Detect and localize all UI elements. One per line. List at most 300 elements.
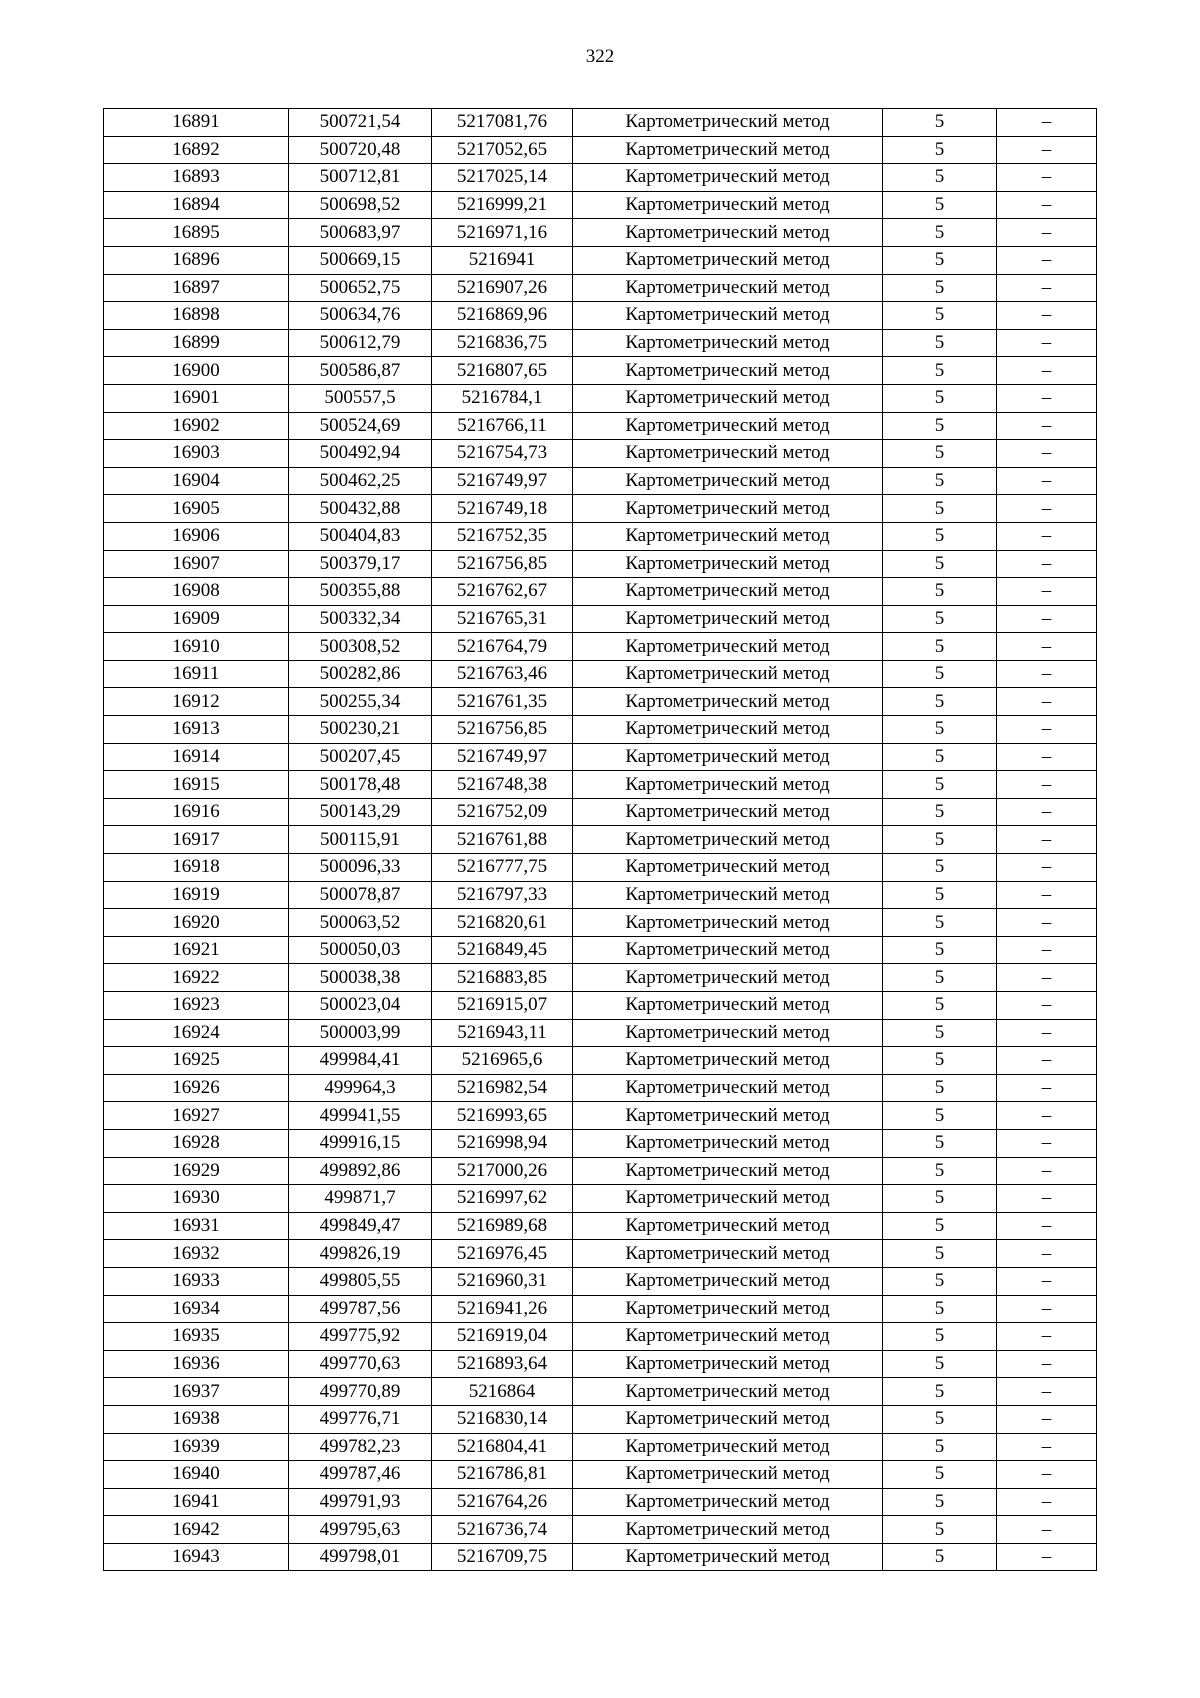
point-number-cell: 16933: [104, 1267, 289, 1295]
method-cell: Картометрический метод: [573, 1019, 883, 1047]
accuracy-cell: 5: [883, 826, 997, 854]
point-number-cell: 16912: [104, 688, 289, 716]
point-number-cell: 16900: [104, 357, 289, 385]
coordinates-table: [103, 108, 1097, 1571]
accuracy-cell: 5: [883, 936, 997, 964]
x-coordinate-cell: 500308,52: [289, 633, 432, 661]
point-number-cell: 16928: [104, 1129, 289, 1157]
table-row: [104, 909, 1097, 937]
table-row: [104, 329, 1097, 357]
method-cell: Картометрический метод: [573, 357, 883, 385]
method-cell: Картометрический метод: [573, 992, 883, 1020]
y-coordinate-cell: 5217052,65: [432, 136, 573, 164]
method-cell: Картометрический метод: [573, 1212, 883, 1240]
point-number-cell: 16913: [104, 716, 289, 744]
point-number-cell: 16907: [104, 550, 289, 578]
method-cell: Картометрический метод: [573, 1405, 883, 1433]
x-coordinate-cell: 499849,47: [289, 1212, 432, 1240]
y-coordinate-cell: 5216709,75: [432, 1543, 573, 1571]
accuracy-cell: 5: [883, 219, 997, 247]
x-coordinate-cell: 499770,63: [289, 1350, 432, 1378]
note-cell: –: [997, 412, 1097, 440]
note-cell: –: [997, 1212, 1097, 1240]
table-row: [104, 605, 1097, 633]
accuracy-cell: 5: [883, 274, 997, 302]
y-coordinate-cell: 5216993,65: [432, 1102, 573, 1130]
y-coordinate-cell: 5216761,88: [432, 826, 573, 854]
point-number-cell: 16930: [104, 1185, 289, 1213]
table-row: [104, 1433, 1097, 1461]
accuracy-cell: 5: [883, 1516, 997, 1544]
method-cell: Картометрический метод: [573, 660, 883, 688]
y-coordinate-cell: 5216756,85: [432, 550, 573, 578]
y-coordinate-cell: 5216786,81: [432, 1461, 573, 1489]
x-coordinate-cell: 500050,03: [289, 936, 432, 964]
table-row: [104, 357, 1097, 385]
x-coordinate-cell: 500023,04: [289, 992, 432, 1020]
accuracy-cell: 5: [883, 1102, 997, 1130]
x-coordinate-cell: 500683,97: [289, 219, 432, 247]
x-coordinate-cell: 499776,71: [289, 1405, 432, 1433]
note-cell: –: [997, 302, 1097, 330]
note-cell: –: [997, 246, 1097, 274]
method-cell: Картометрический метод: [573, 964, 883, 992]
accuracy-cell: 5: [883, 412, 997, 440]
accuracy-cell: 5: [883, 384, 997, 412]
method-cell: Картометрический метод: [573, 1543, 883, 1571]
y-coordinate-cell: 5216754,73: [432, 440, 573, 468]
accuracy-cell: 5: [883, 688, 997, 716]
x-coordinate-cell: 499964,3: [289, 1074, 432, 1102]
method-cell: Картометрический метод: [573, 578, 883, 606]
point-number-cell: 16927: [104, 1102, 289, 1130]
point-number-cell: 16902: [104, 412, 289, 440]
accuracy-cell: 5: [883, 1323, 997, 1351]
x-coordinate-cell: 500178,48: [289, 771, 432, 799]
x-coordinate-cell: 499782,23: [289, 1433, 432, 1461]
method-cell: Картометрический метод: [573, 440, 883, 468]
method-cell: Картометрический метод: [573, 109, 883, 137]
point-number-cell: 16896: [104, 246, 289, 274]
accuracy-cell: 5: [883, 771, 997, 799]
x-coordinate-cell: 499787,46: [289, 1461, 432, 1489]
table-row: [104, 1129, 1097, 1157]
y-coordinate-cell: 5216762,67: [432, 578, 573, 606]
accuracy-cell: 5: [883, 1267, 997, 1295]
table-row: [104, 1350, 1097, 1378]
accuracy-cell: 5: [883, 164, 997, 192]
y-coordinate-cell: 5217025,14: [432, 164, 573, 192]
note-cell: –: [997, 909, 1097, 937]
y-coordinate-cell: 5217081,76: [432, 109, 573, 137]
table-row: [104, 550, 1097, 578]
accuracy-cell: 5: [883, 1240, 997, 1268]
method-cell: Картометрический метод: [573, 1047, 883, 1075]
point-number-cell: 16894: [104, 191, 289, 219]
y-coordinate-cell: 5216907,26: [432, 274, 573, 302]
table-row: [104, 1405, 1097, 1433]
point-number-cell: 16932: [104, 1240, 289, 1268]
method-cell: Картометрический метод: [573, 1461, 883, 1489]
note-cell: –: [997, 1157, 1097, 1185]
point-number-cell: 16935: [104, 1323, 289, 1351]
note-cell: –: [997, 109, 1097, 137]
y-coordinate-cell: 5216764,26: [432, 1488, 573, 1516]
accuracy-cell: 5: [883, 1405, 997, 1433]
method-cell: Картометрический метод: [573, 412, 883, 440]
table-row: [104, 1295, 1097, 1323]
method-cell: Картометрический метод: [573, 1240, 883, 1268]
x-coordinate-cell: 500432,88: [289, 495, 432, 523]
y-coordinate-cell: 5216764,79: [432, 633, 573, 661]
accuracy-cell: 5: [883, 1129, 997, 1157]
method-cell: Картометрический метод: [573, 605, 883, 633]
note-cell: –: [997, 605, 1097, 633]
note-cell: –: [997, 688, 1097, 716]
method-cell: Картометрический метод: [573, 1350, 883, 1378]
note-cell: –: [997, 1185, 1097, 1213]
accuracy-cell: 5: [883, 716, 997, 744]
accuracy-cell: 5: [883, 854, 997, 882]
y-coordinate-cell: 5216915,07: [432, 992, 573, 1020]
y-coordinate-cell: 5216765,31: [432, 605, 573, 633]
note-cell: –: [997, 357, 1097, 385]
x-coordinate-cell: 500255,34: [289, 688, 432, 716]
method-cell: Картометрический метод: [573, 798, 883, 826]
accuracy-cell: 5: [883, 1074, 997, 1102]
note-cell: –: [997, 1461, 1097, 1489]
accuracy-cell: 5: [883, 329, 997, 357]
table-row: [104, 1102, 1097, 1130]
method-cell: Картометрический метод: [573, 826, 883, 854]
note-cell: –: [997, 854, 1097, 882]
method-cell: Картометрический метод: [573, 1074, 883, 1102]
point-number-cell: 16922: [104, 964, 289, 992]
note-cell: –: [997, 495, 1097, 523]
x-coordinate-cell: 500003,99: [289, 1019, 432, 1047]
table-row: [104, 1019, 1097, 1047]
point-number-cell: 16908: [104, 578, 289, 606]
x-coordinate-cell: 500230,21: [289, 716, 432, 744]
x-coordinate-cell: 500096,33: [289, 854, 432, 882]
x-coordinate-cell: 500721,54: [289, 109, 432, 137]
table-row: [104, 964, 1097, 992]
method-cell: Картометрический метод: [573, 1488, 883, 1516]
method-cell: Картометрический метод: [573, 136, 883, 164]
x-coordinate-cell: 499787,56: [289, 1295, 432, 1323]
point-number-cell: 16898: [104, 302, 289, 330]
method-cell: Картометрический метод: [573, 743, 883, 771]
y-coordinate-cell: 5216943,11: [432, 1019, 573, 1047]
method-cell: Картометрический метод: [573, 1267, 883, 1295]
note-cell: –: [997, 191, 1097, 219]
accuracy-cell: 5: [883, 798, 997, 826]
point-number-cell: 16910: [104, 633, 289, 661]
table-row: [104, 302, 1097, 330]
point-number-cell: 16916: [104, 798, 289, 826]
x-coordinate-cell: 500404,83: [289, 522, 432, 550]
point-number-cell: 16895: [104, 219, 289, 247]
table-row: [104, 136, 1097, 164]
accuracy-cell: 5: [883, 1157, 997, 1185]
accuracy-cell: 5: [883, 1433, 997, 1461]
point-number-cell: 16942: [104, 1516, 289, 1544]
note-cell: –: [997, 743, 1097, 771]
point-number-cell: 16931: [104, 1212, 289, 1240]
note-cell: –: [997, 1047, 1097, 1075]
table-row: [104, 440, 1097, 468]
point-number-cell: 16918: [104, 854, 289, 882]
table-row: [104, 495, 1097, 523]
method-cell: Картометрический метод: [573, 936, 883, 964]
y-coordinate-cell: 5216893,64: [432, 1350, 573, 1378]
table-row: [104, 1212, 1097, 1240]
accuracy-cell: 5: [883, 302, 997, 330]
point-number-cell: 16924: [104, 1019, 289, 1047]
x-coordinate-cell: 500557,5: [289, 384, 432, 412]
note-cell: –: [997, 660, 1097, 688]
method-cell: Картометрический метод: [573, 633, 883, 661]
x-coordinate-cell: 499941,55: [289, 1102, 432, 1130]
point-number-cell: 16914: [104, 743, 289, 771]
y-coordinate-cell: 5216749,97: [432, 467, 573, 495]
note-cell: –: [997, 936, 1097, 964]
y-coordinate-cell: 5216761,35: [432, 688, 573, 716]
note-cell: –: [997, 881, 1097, 909]
method-cell: Картометрический метод: [573, 881, 883, 909]
method-cell: Картометрический метод: [573, 1516, 883, 1544]
note-cell: –: [997, 550, 1097, 578]
accuracy-cell: 5: [883, 578, 997, 606]
x-coordinate-cell: 499826,19: [289, 1240, 432, 1268]
point-number-cell: 16937: [104, 1378, 289, 1406]
y-coordinate-cell: 5216830,14: [432, 1405, 573, 1433]
y-coordinate-cell: 5216982,54: [432, 1074, 573, 1102]
table-row: [104, 1323, 1097, 1351]
accuracy-cell: 5: [883, 1543, 997, 1571]
y-coordinate-cell: 5216971,16: [432, 219, 573, 247]
method-cell: Картометрический метод: [573, 246, 883, 274]
table-row: [104, 246, 1097, 274]
table-row: [104, 1267, 1097, 1295]
note-cell: –: [997, 1102, 1097, 1130]
x-coordinate-cell: 500355,88: [289, 578, 432, 606]
x-coordinate-cell: 500207,45: [289, 743, 432, 771]
y-coordinate-cell: 5216749,18: [432, 495, 573, 523]
method-cell: Картометрический метод: [573, 771, 883, 799]
x-coordinate-cell: 499798,01: [289, 1543, 432, 1571]
accuracy-cell: 5: [883, 881, 997, 909]
accuracy-cell: 5: [883, 633, 997, 661]
y-coordinate-cell: 5216864: [432, 1378, 573, 1406]
note-cell: –: [997, 992, 1097, 1020]
x-coordinate-cell: 500720,48: [289, 136, 432, 164]
note-cell: –: [997, 1074, 1097, 1102]
y-coordinate-cell: 5216849,45: [432, 936, 573, 964]
point-number-cell: 16929: [104, 1157, 289, 1185]
table-row: [104, 1516, 1097, 1544]
point-number-cell: 16926: [104, 1074, 289, 1102]
y-coordinate-cell: 5216998,94: [432, 1129, 573, 1157]
note-cell: –: [997, 771, 1097, 799]
accuracy-cell: 5: [883, 1378, 997, 1406]
x-coordinate-cell: 500038,38: [289, 964, 432, 992]
x-coordinate-cell: 500612,79: [289, 329, 432, 357]
table-row: [104, 384, 1097, 412]
x-coordinate-cell: 500379,17: [289, 550, 432, 578]
accuracy-cell: 5: [883, 495, 997, 523]
y-coordinate-cell: 5216784,1: [432, 384, 573, 412]
table-row: [104, 798, 1097, 826]
x-coordinate-cell: 500492,94: [289, 440, 432, 468]
note-cell: –: [997, 1433, 1097, 1461]
note-cell: –: [997, 329, 1097, 357]
x-coordinate-cell: 500115,91: [289, 826, 432, 854]
point-number-cell: 16905: [104, 495, 289, 523]
note-cell: –: [997, 467, 1097, 495]
table-row: [104, 854, 1097, 882]
accuracy-cell: 5: [883, 109, 997, 137]
point-number-cell: 16892: [104, 136, 289, 164]
accuracy-cell: 5: [883, 440, 997, 468]
y-coordinate-cell: 5216797,33: [432, 881, 573, 909]
point-number-cell: 16923: [104, 992, 289, 1020]
note-cell: –: [997, 826, 1097, 854]
x-coordinate-cell: 499770,89: [289, 1378, 432, 1406]
method-cell: Картометрический метод: [573, 909, 883, 937]
method-cell: Картометрический метод: [573, 302, 883, 330]
note-cell: –: [997, 522, 1097, 550]
table-row: [104, 1185, 1097, 1213]
table-row: [104, 826, 1097, 854]
y-coordinate-cell: 5216763,46: [432, 660, 573, 688]
accuracy-cell: 5: [883, 1185, 997, 1213]
x-coordinate-cell: 500698,52: [289, 191, 432, 219]
table-row: [104, 274, 1097, 302]
note-cell: –: [997, 1516, 1097, 1544]
y-coordinate-cell: 5216756,85: [432, 716, 573, 744]
note-cell: –: [997, 274, 1097, 302]
y-coordinate-cell: 5216999,21: [432, 191, 573, 219]
y-coordinate-cell: 5216869,96: [432, 302, 573, 330]
method-cell: Картометрический метод: [573, 1129, 883, 1157]
point-number-cell: 16915: [104, 771, 289, 799]
method-cell: Картометрический метод: [573, 384, 883, 412]
accuracy-cell: 5: [883, 1461, 997, 1489]
accuracy-cell: 5: [883, 1019, 997, 1047]
accuracy-cell: 5: [883, 743, 997, 771]
y-coordinate-cell: 5216997,62: [432, 1185, 573, 1213]
method-cell: Картометрический метод: [573, 522, 883, 550]
y-coordinate-cell: 5216883,85: [432, 964, 573, 992]
x-coordinate-cell: 500652,75: [289, 274, 432, 302]
x-coordinate-cell: 500712,81: [289, 164, 432, 192]
method-cell: Картометрический метод: [573, 191, 883, 219]
table-row: [104, 467, 1097, 495]
y-coordinate-cell: 5216752,09: [432, 798, 573, 826]
y-coordinate-cell: 5216941,26: [432, 1295, 573, 1323]
point-number-cell: 16901: [104, 384, 289, 412]
point-number-cell: 16938: [104, 1405, 289, 1433]
y-coordinate-cell: 5216736,74: [432, 1516, 573, 1544]
note-cell: –: [997, 1405, 1097, 1433]
table-row: [104, 716, 1097, 744]
accuracy-cell: 5: [883, 964, 997, 992]
y-coordinate-cell: 5216960,31: [432, 1267, 573, 1295]
x-coordinate-cell: 500634,76: [289, 302, 432, 330]
x-coordinate-cell: 500078,87: [289, 881, 432, 909]
accuracy-cell: 5: [883, 246, 997, 274]
x-coordinate-cell: 500143,29: [289, 798, 432, 826]
accuracy-cell: 5: [883, 992, 997, 1020]
point-number-cell: 16936: [104, 1350, 289, 1378]
table-row: [104, 688, 1097, 716]
point-number-cell: 16911: [104, 660, 289, 688]
accuracy-cell: 5: [883, 1350, 997, 1378]
note-cell: –: [997, 164, 1097, 192]
table-row: [104, 1488, 1097, 1516]
method-cell: Картометрический метод: [573, 1185, 883, 1213]
y-coordinate-cell: 5216777,75: [432, 854, 573, 882]
point-number-cell: 16891: [104, 109, 289, 137]
x-coordinate-cell: 499805,55: [289, 1267, 432, 1295]
point-number-cell: 16917: [104, 826, 289, 854]
y-coordinate-cell: 5216752,35: [432, 522, 573, 550]
point-number-cell: 16904: [104, 467, 289, 495]
table-row: [104, 743, 1097, 771]
x-coordinate-cell: 499791,93: [289, 1488, 432, 1516]
table-row: [104, 412, 1097, 440]
table-row: [104, 660, 1097, 688]
note-cell: –: [997, 219, 1097, 247]
table-row: [104, 936, 1097, 964]
accuracy-cell: 5: [883, 1295, 997, 1323]
table-row: [104, 522, 1097, 550]
x-coordinate-cell: 499892,86: [289, 1157, 432, 1185]
point-number-cell: 16909: [104, 605, 289, 633]
x-coordinate-cell: 500462,25: [289, 467, 432, 495]
method-cell: Картометрический метод: [573, 1323, 883, 1351]
accuracy-cell: 5: [883, 136, 997, 164]
point-number-cell: 16941: [104, 1488, 289, 1516]
table-row: [104, 1240, 1097, 1268]
table-row: [104, 109, 1097, 137]
accuracy-cell: 5: [883, 1047, 997, 1075]
note-cell: –: [997, 578, 1097, 606]
accuracy-cell: 5: [883, 467, 997, 495]
table-row: [104, 1543, 1097, 1571]
method-cell: Картометрический метод: [573, 1433, 883, 1461]
accuracy-cell: 5: [883, 1488, 997, 1516]
note-cell: –: [997, 440, 1097, 468]
accuracy-cell: 5: [883, 909, 997, 937]
note-cell: –: [997, 964, 1097, 992]
note-cell: –: [997, 1543, 1097, 1571]
method-cell: Картометрический метод: [573, 1378, 883, 1406]
method-cell: Картометрический метод: [573, 688, 883, 716]
note-cell: –: [997, 1350, 1097, 1378]
y-coordinate-cell: 5216919,04: [432, 1323, 573, 1351]
accuracy-cell: 5: [883, 550, 997, 578]
x-coordinate-cell: 499984,41: [289, 1047, 432, 1075]
y-coordinate-cell: 5216976,45: [432, 1240, 573, 1268]
table-row: [104, 992, 1097, 1020]
note-cell: –: [997, 1240, 1097, 1268]
method-cell: Картометрический метод: [573, 274, 883, 302]
table-row: [104, 164, 1097, 192]
x-coordinate-cell: 500332,34: [289, 605, 432, 633]
y-coordinate-cell: 5217000,26: [432, 1157, 573, 1185]
